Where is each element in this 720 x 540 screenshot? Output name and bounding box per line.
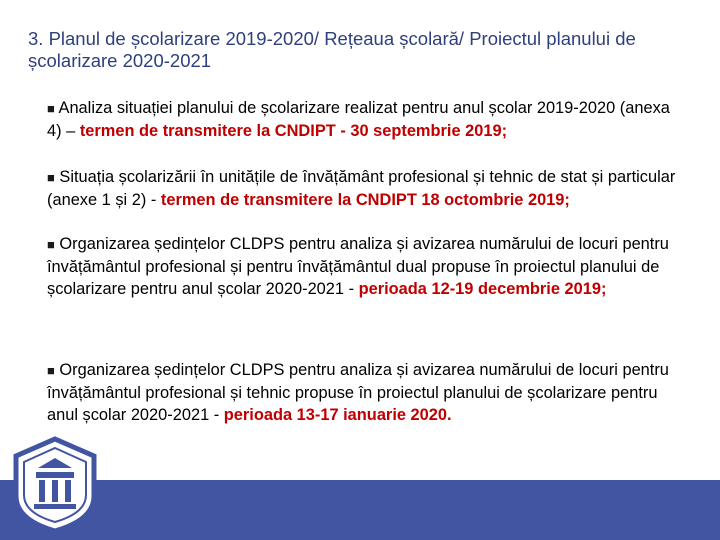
item-deadline: perioada 13-17 ianuarie 2020. xyxy=(223,406,452,424)
item-text: Organizarea ședințelor CLDPS pentru analiza și avizarea numărului de locuri pentru învățământul profesional și tehnic propuse în proiectul planului de școlarizare pentru anul școlar 2020-2021 - xyxy=(47,361,669,424)
item-deadline: termen de transmitere la CNDIPT - 30 septembrie 2019; xyxy=(79,122,508,140)
footer-bar xyxy=(0,480,720,540)
item-deadline: perioada 12-19 decembrie 2019; xyxy=(358,280,607,298)
ministry-emblem-icon xyxy=(12,436,98,534)
item-text: Situația școlarizării în unitățile de învățământ profesional și tehnic de stat și particular (anexe 1 și 2) - xyxy=(47,168,676,209)
bullet-icon: ■ xyxy=(47,101,55,116)
list-item xyxy=(47,97,687,142)
list-item xyxy=(47,359,687,426)
slide-title: 3. Planul de școlarizare 2019-2020/ Rețeaua școlară/ Proiectul planului de școlarizare 2020-2021 xyxy=(28,28,636,71)
bullet-icon: ■ xyxy=(47,237,55,252)
item-text: Analiza situației planului de școlarizare realizat pentru anul școlar 2019-2020 (anexa 4) – xyxy=(47,99,670,140)
item-text: Organizarea ședințelor CLDPS pentru analiza și avizarea numărului de locuri pentru învățământul profesional și pentru învățământul dual propuse în proiectul planului de școlarizare pentru anul școlar 2020-2021 - xyxy=(47,235,669,298)
list-item xyxy=(47,233,687,300)
bullet-icon: ■ xyxy=(47,170,55,185)
list-item xyxy=(47,166,687,211)
bullet-icon: ■ xyxy=(47,363,55,378)
item-deadline: termen de transmitere la CNDIPT 18 octombrie 2019; xyxy=(160,191,570,209)
